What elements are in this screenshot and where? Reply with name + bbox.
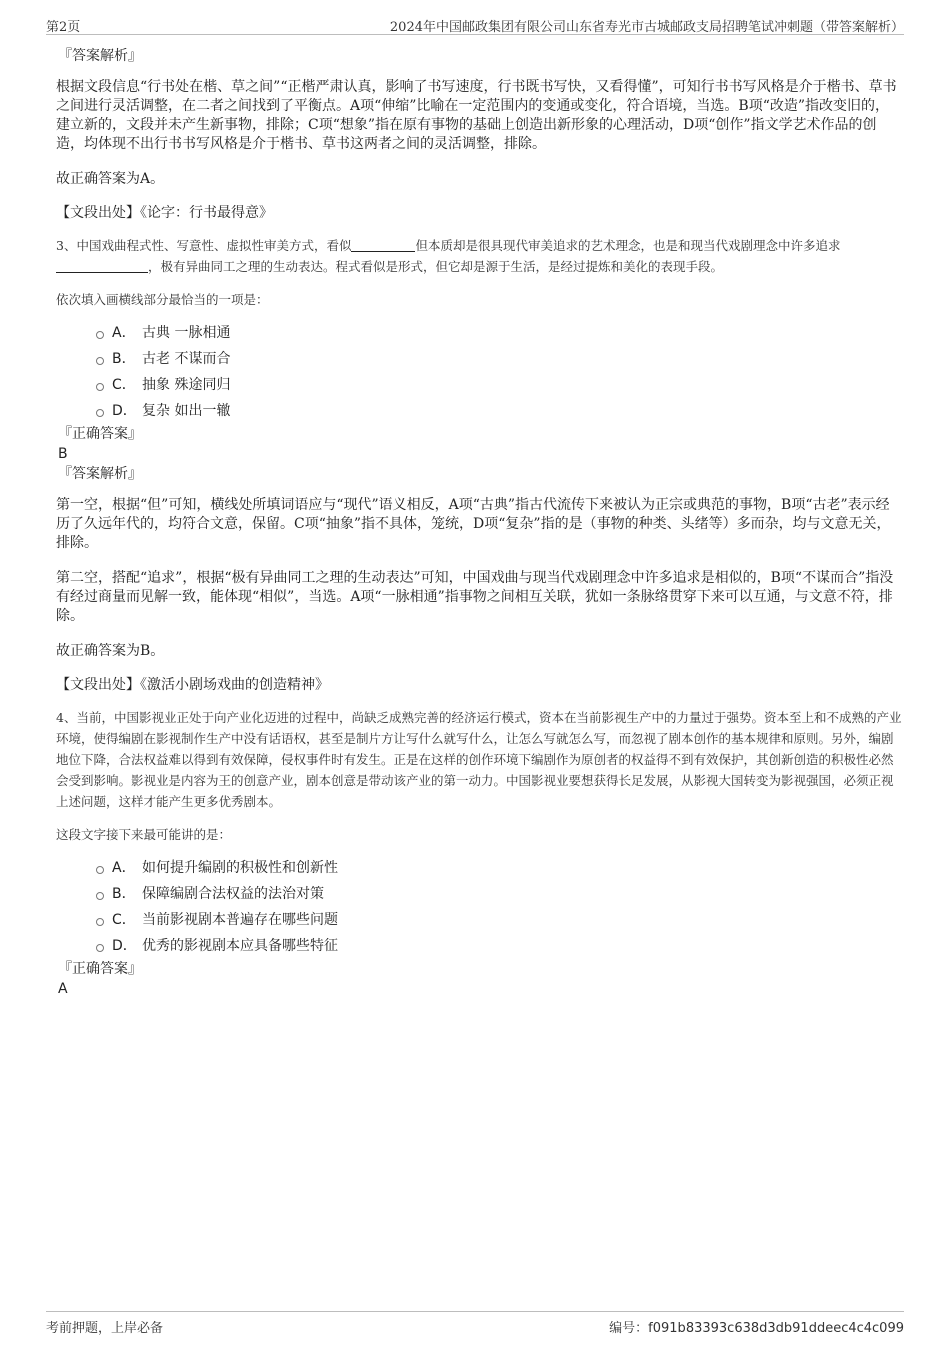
- radio-icon[interactable]: [96, 331, 104, 339]
- q3-options: [56, 320, 902, 424]
- q3-stem-part1: 中国戏曲程式性、写意性、虚拟性审美方式，看似: [76, 238, 352, 253]
- q3-analysis-label: 『答案解析』: [58, 466, 142, 482]
- q4-option-b[interactable]: B． 保障编剧合法权益的法治对策: [96, 881, 902, 907]
- q3-source: 【文段出处】《激活小剧场戏曲的创造精神》: [56, 677, 329, 693]
- q4-number: 4、: [56, 710, 77, 725]
- document-body: [56, 46, 902, 999]
- page-header: [46, 14, 904, 35]
- q3-stem-part3: ，极有异曲同工之理的生动表达。程式看似是形式，但它却是源于生活，是经过提炼和美化的表现手段。: [148, 259, 724, 274]
- q2-analysis-label: 『答案解析』: [58, 48, 142, 64]
- radio-icon[interactable]: [96, 383, 104, 391]
- page-number: 第2页: [46, 20, 81, 35]
- q3-analysis-1: 第一空，根据“但”可知，横线处所填词语应与“现代”语义相反，A项“古典”指古代流传下来被认为正宗或典范的事物，B项“古老”表示经历了久远年代的，均符合文意，保留。C项“抽象”指不具体，笼统，D项“复杂”指的是（事物的种类、头绪等）多而杂，均与文意无关，排除。: [56, 497, 891, 551]
- q3-blank-1: [351, 238, 415, 252]
- q3-analysis-2: 第二空，搭配“追求”，根据“极有异曲同工之理的生动表达”可知，中国戏曲与现当代戏剧理念中许多追求是相似的，B项“不谋而合”指没有经过商量而见解一致，能体现“相似”，当选。A项“一脉相通”指事物之间相互关联，犹如一条脉络贯穿下来可以互通，与文意不符，排除。: [56, 570, 894, 624]
- q3-option-d[interactable]: D． 复杂 如出一辙: [96, 398, 902, 424]
- q3-option-b[interactable]: B． 古老 不谋而合: [96, 346, 902, 372]
- radio-icon[interactable]: [96, 357, 104, 365]
- q3-conclusion: 故正确答案为B。: [56, 643, 165, 659]
- q4-answer-label: 『正确答案』: [58, 961, 142, 977]
- q3-stem-part2: 但本质却是很具现代审美追求的艺术理念，也是和现当代戏剧理念中许多追求: [415, 238, 841, 253]
- q4-options: [56, 855, 902, 959]
- q3-stem: [56, 235, 902, 277]
- q4-stem-text: 当前，中国影视业正处于向产业化迈进的过程中，尚缺乏成熟完善的经济运行模式，资本在当前影视生产中的力量过于强势。资本至上和不成熟的产业环境，使得编剧在影视制作生产中没有话语权，甚至是制片方让写什么就写什么，让怎么写就怎么写，而忽视了剧本创作的基本规律和原则。另外，编剧地位下降，合法权益难以得到有效保障，侵权事件时有发生。正是在这样的创作环境下编剧作为原创者的权益得不到有效保护，其创新创造的积极性必然会受到影响。影视业是内容为王的创意产业，剧本创意是带动该产业的第一动力。中国影视业要想获得长足发展，从影视大国转变为影视强国，必须正视上述问题，这样才能产生更多优秀剧本。: [56, 710, 902, 809]
- document-title: 2024年中国邮政集团有限公司山东省寿光市古城邮政支局招聘笔试冲刺题（带答案解析）: [389, 20, 904, 35]
- q2-source: 【文段出处】《论字：行书最得意》: [56, 205, 273, 221]
- q2-analysis-text: 根据文段信息“行书处在楷、草之间”“正楷严肃认真，影响了书写速度，行书既书写快，又看得懂”，可知行书书写风格是介于楷书、草书之间进行灵活调整，在二者之间找到了平衡点。A项“伸缩”比喻在一定范围内的变通或变化，符合语境，当选。B项“改造”指改变旧的，建立新的，文段并未产生新事物，排除；C项“想象”指在原有事物的基础上创造出新形象的心理活动，D项“创作”指文学艺术作品的创造，均体现不出行书书写风格是介于楷书、草书这两者之间的灵活调整，排除。: [56, 79, 897, 152]
- q2-conclusion: 故正确答案为A。: [56, 171, 165, 187]
- q4-option-c[interactable]: C． 当前影视剧本普遍存在哪些问题: [96, 907, 902, 933]
- q3-answer: B: [58, 446, 68, 462]
- radio-icon[interactable]: [96, 918, 104, 926]
- document-code: 编号：f091b83393c638d3db91ddeec4c4c099: [609, 1321, 904, 1336]
- q4-prompt: 这段文字接下来最可能讲的是：: [56, 827, 232, 842]
- radio-icon[interactable]: [96, 944, 104, 952]
- q4-option-d[interactable]: D． 优秀的影视剧本应具备哪些特征: [96, 933, 902, 959]
- q4-option-a[interactable]: A． 如何提升编剧的积极性和创新性: [96, 855, 902, 881]
- q3-answer-label: 『正确答案』: [58, 426, 142, 442]
- footer-slogan: 考前押题，上岸必备: [46, 1321, 164, 1336]
- radio-icon[interactable]: [96, 866, 104, 874]
- q4-answer: A: [58, 981, 68, 997]
- radio-icon[interactable]: [96, 409, 104, 417]
- page-footer: [46, 1311, 904, 1336]
- q3-blank-2: [56, 259, 148, 273]
- q3-prompt: 依次填入画横线部分最恰当的一项是：: [56, 292, 269, 307]
- q4-stem: [56, 707, 902, 812]
- radio-icon[interactable]: [96, 892, 104, 900]
- q3-number: 3、: [56, 238, 77, 253]
- q3-option-c[interactable]: C． 抽象 殊途同归: [96, 372, 902, 398]
- q3-option-a[interactable]: A． 古典 一脉相通: [96, 320, 902, 346]
